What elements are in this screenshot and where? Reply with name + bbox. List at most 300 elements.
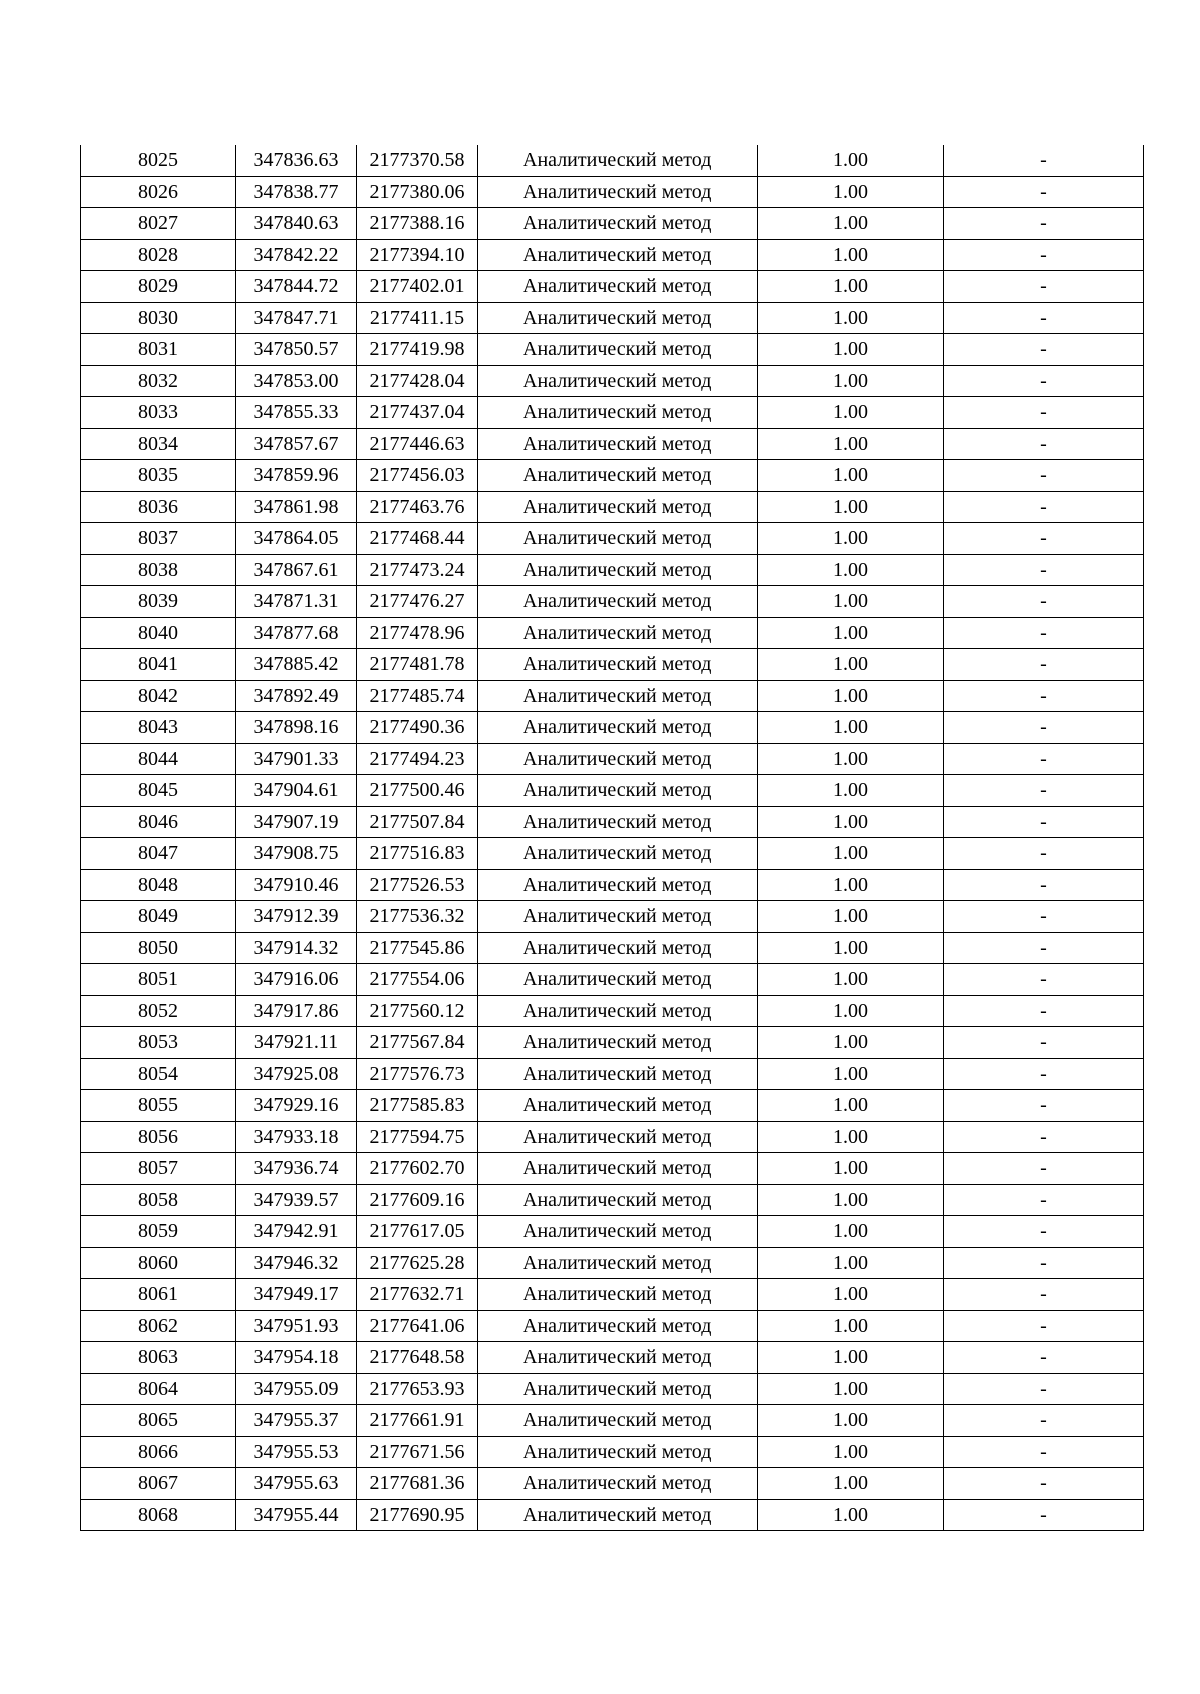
note-cell: - [944,743,1144,775]
note-cell: - [944,1153,1144,1185]
table-row [81,806,1144,838]
table-row [81,649,1144,681]
note-cell: - [944,680,1144,712]
note-cell: - [944,334,1144,366]
table-row [81,1279,1144,1311]
y-coordinate-cell: 2177411.15 [357,302,478,334]
point-number-cell: 8032 [81,365,236,397]
y-coordinate-cell: 2177653.93 [357,1373,478,1405]
x-coordinate-cell: 347954.18 [236,1342,357,1374]
note-cell: - [944,176,1144,208]
y-coordinate-cell: 2177536.32 [357,901,478,933]
x-coordinate-cell: 347942.91 [236,1216,357,1248]
method-cell: Аналитический метод [478,334,758,366]
note-cell: - [944,806,1144,838]
point-number-cell: 8049 [81,901,236,933]
accuracy-cell: 1.00 [758,1279,944,1311]
note-cell: - [944,617,1144,649]
accuracy-cell: 1.00 [758,680,944,712]
y-coordinate-cell: 2177500.46 [357,775,478,807]
table-row [81,617,1144,649]
note-cell: - [944,1247,1144,1279]
y-coordinate-cell: 2177516.83 [357,838,478,870]
x-coordinate-cell: 347949.17 [236,1279,357,1311]
accuracy-cell: 1.00 [758,334,944,366]
note-cell: - [944,775,1144,807]
point-number-cell: 8060 [81,1247,236,1279]
x-coordinate-cell: 347914.32 [236,932,357,964]
accuracy-cell: 1.00 [758,1058,944,1090]
y-coordinate-cell: 2177473.24 [357,554,478,586]
point-number-cell: 8047 [81,838,236,870]
accuracy-cell: 1.00 [758,838,944,870]
method-cell: Аналитический метод [478,271,758,303]
point-number-cell: 8059 [81,1216,236,1248]
note-cell: - [944,239,1144,271]
note-cell: - [944,964,1144,996]
x-coordinate-cell: 347929.16 [236,1090,357,1122]
accuracy-cell: 1.00 [758,491,944,523]
x-coordinate-cell: 347907.19 [236,806,357,838]
table-row [81,743,1144,775]
point-number-cell: 8029 [81,271,236,303]
y-coordinate-cell: 2177526.53 [357,869,478,901]
coordinates-table [80,145,1144,1531]
y-coordinate-cell: 2177602.70 [357,1153,478,1185]
y-coordinate-cell: 2177394.10 [357,239,478,271]
method-cell: Аналитический метод [478,1090,758,1122]
point-number-cell: 8041 [81,649,236,681]
y-coordinate-cell: 2177494.23 [357,743,478,775]
table-row [81,1436,1144,1468]
point-number-cell: 8066 [81,1436,236,1468]
y-coordinate-cell: 2177585.83 [357,1090,478,1122]
x-coordinate-cell: 347955.44 [236,1499,357,1531]
method-cell: Аналитический метод [478,617,758,649]
method-cell: Аналитический метод [478,1184,758,1216]
x-coordinate-cell: 347910.46 [236,869,357,901]
accuracy-cell: 1.00 [758,271,944,303]
point-number-cell: 8068 [81,1499,236,1531]
accuracy-cell: 1.00 [758,743,944,775]
x-coordinate-cell: 347838.77 [236,176,357,208]
method-cell: Аналитический метод [478,1436,758,1468]
accuracy-cell: 1.00 [758,1405,944,1437]
accuracy-cell: 1.00 [758,1090,944,1122]
accuracy-cell: 1.00 [758,145,944,176]
table-row [81,1184,1144,1216]
y-coordinate-cell: 2177446.63 [357,428,478,460]
x-coordinate-cell: 347853.00 [236,365,357,397]
method-cell: Аналитический метод [478,964,758,996]
y-coordinate-cell: 2177478.96 [357,617,478,649]
point-number-cell: 8030 [81,302,236,334]
x-coordinate-cell: 347867.61 [236,554,357,586]
note-cell: - [944,1468,1144,1500]
point-number-cell: 8027 [81,208,236,240]
method-cell: Аналитический метод [478,365,758,397]
method-cell: Аналитический метод [478,932,758,964]
note-cell: - [944,649,1144,681]
y-coordinate-cell: 2177690.95 [357,1499,478,1531]
table-row [81,838,1144,870]
y-coordinate-cell: 2177681.36 [357,1468,478,1500]
table-row [81,1310,1144,1342]
table-row [81,995,1144,1027]
method-cell: Аналитический метод [478,1058,758,1090]
x-coordinate-cell: 347955.09 [236,1373,357,1405]
x-coordinate-cell: 347892.49 [236,680,357,712]
accuracy-cell: 1.00 [758,523,944,555]
method-cell: Аналитический метод [478,1279,758,1311]
table-row [81,1499,1144,1531]
method-cell: Аналитический метод [478,523,758,555]
table-row [81,964,1144,996]
accuracy-cell: 1.00 [758,554,944,586]
note-cell: - [944,932,1144,964]
table-row [81,869,1144,901]
accuracy-cell: 1.00 [758,1121,944,1153]
accuracy-cell: 1.00 [758,586,944,618]
table-row [81,1342,1144,1374]
accuracy-cell: 1.00 [758,964,944,996]
note-cell: - [944,586,1144,618]
point-number-cell: 8025 [81,145,236,176]
x-coordinate-cell: 347955.63 [236,1468,357,1500]
method-cell: Аналитический метод [478,428,758,460]
accuracy-cell: 1.00 [758,1310,944,1342]
method-cell: Аналитический метод [478,838,758,870]
point-number-cell: 8052 [81,995,236,1027]
x-coordinate-cell: 347855.33 [236,397,357,429]
point-number-cell: 8035 [81,460,236,492]
note-cell: - [944,1027,1144,1059]
table-row [81,271,1144,303]
point-number-cell: 8050 [81,932,236,964]
x-coordinate-cell: 347847.71 [236,302,357,334]
table-row [81,1373,1144,1405]
note-cell: - [944,208,1144,240]
x-coordinate-cell: 347901.33 [236,743,357,775]
method-cell: Аналитический метод [478,901,758,933]
y-coordinate-cell: 2177490.36 [357,712,478,744]
y-coordinate-cell: 2177463.76 [357,491,478,523]
point-number-cell: 8044 [81,743,236,775]
table-row [81,365,1144,397]
note-cell: - [944,145,1144,176]
method-cell: Аналитический метод [478,397,758,429]
accuracy-cell: 1.00 [758,901,944,933]
y-coordinate-cell: 2177402.01 [357,271,478,303]
x-coordinate-cell: 347885.42 [236,649,357,681]
coordinates-table-body [81,145,1144,1531]
table-row [81,932,1144,964]
point-number-cell: 8062 [81,1310,236,1342]
x-coordinate-cell: 347898.16 [236,712,357,744]
table-row [81,491,1144,523]
accuracy-cell: 1.00 [758,1342,944,1374]
accuracy-cell: 1.00 [758,806,944,838]
point-number-cell: 8033 [81,397,236,429]
method-cell: Аналитический метод [478,460,758,492]
accuracy-cell: 1.00 [758,1436,944,1468]
method-cell: Аналитический метод [478,554,758,586]
y-coordinate-cell: 2177481.78 [357,649,478,681]
x-coordinate-cell: 347946.32 [236,1247,357,1279]
accuracy-cell: 1.00 [758,995,944,1027]
accuracy-cell: 1.00 [758,617,944,649]
table-row [81,901,1144,933]
y-coordinate-cell: 2177617.05 [357,1216,478,1248]
x-coordinate-cell: 347850.57 [236,334,357,366]
accuracy-cell: 1.00 [758,1247,944,1279]
accuracy-cell: 1.00 [758,428,944,460]
point-number-cell: 8067 [81,1468,236,1500]
accuracy-cell: 1.00 [758,932,944,964]
accuracy-cell: 1.00 [758,649,944,681]
note-cell: - [944,1279,1144,1311]
method-cell: Аналитический метод [478,1405,758,1437]
point-number-cell: 8036 [81,491,236,523]
note-cell: - [944,1216,1144,1248]
x-coordinate-cell: 347857.67 [236,428,357,460]
x-coordinate-cell: 347861.98 [236,491,357,523]
method-cell: Аналитический метод [478,712,758,744]
accuracy-cell: 1.00 [758,869,944,901]
y-coordinate-cell: 2177671.56 [357,1436,478,1468]
note-cell: - [944,491,1144,523]
x-coordinate-cell: 347864.05 [236,523,357,555]
x-coordinate-cell: 347877.68 [236,617,357,649]
y-coordinate-cell: 2177456.03 [357,460,478,492]
method-cell: Аналитический метод [478,1310,758,1342]
method-cell: Аналитический метод [478,1342,758,1374]
table-row [81,1247,1144,1279]
note-cell: - [944,302,1144,334]
note-cell: - [944,1499,1144,1531]
table-row [81,1216,1144,1248]
y-coordinate-cell: 2177380.06 [357,176,478,208]
x-coordinate-cell: 347925.08 [236,1058,357,1090]
point-number-cell: 8038 [81,554,236,586]
note-cell: - [944,1121,1144,1153]
table-row [81,1058,1144,1090]
method-cell: Аналитический метод [478,1153,758,1185]
point-number-cell: 8057 [81,1153,236,1185]
point-number-cell: 8053 [81,1027,236,1059]
method-cell: Аналитический метод [478,239,758,271]
note-cell: - [944,901,1144,933]
method-cell: Аналитический метод [478,145,758,176]
point-number-cell: 8056 [81,1121,236,1153]
note-cell: - [944,1184,1144,1216]
y-coordinate-cell: 2177428.04 [357,365,478,397]
table-row [81,712,1144,744]
point-number-cell: 8034 [81,428,236,460]
x-coordinate-cell: 347936.74 [236,1153,357,1185]
x-coordinate-cell: 347933.18 [236,1121,357,1153]
table-row [81,586,1144,618]
method-cell: Аналитический метод [478,1216,758,1248]
note-cell: - [944,397,1144,429]
accuracy-cell: 1.00 [758,1184,944,1216]
table-row [81,334,1144,366]
y-coordinate-cell: 2177594.75 [357,1121,478,1153]
point-number-cell: 8048 [81,869,236,901]
note-cell: - [944,1405,1144,1437]
point-number-cell: 8065 [81,1405,236,1437]
point-number-cell: 8058 [81,1184,236,1216]
point-number-cell: 8026 [81,176,236,208]
y-coordinate-cell: 2177476.27 [357,586,478,618]
table-row [81,1405,1144,1437]
method-cell: Аналитический метод [478,208,758,240]
accuracy-cell: 1.00 [758,1153,944,1185]
y-coordinate-cell: 2177560.12 [357,995,478,1027]
y-coordinate-cell: 2177648.58 [357,1342,478,1374]
x-coordinate-cell: 347908.75 [236,838,357,870]
point-number-cell: 8042 [81,680,236,712]
point-number-cell: 8051 [81,964,236,996]
note-cell: - [944,1090,1144,1122]
method-cell: Аналитический метод [478,680,758,712]
table-row [81,460,1144,492]
table-row [81,397,1144,429]
point-number-cell: 8043 [81,712,236,744]
table-row [81,554,1144,586]
y-coordinate-cell: 2177507.84 [357,806,478,838]
accuracy-cell: 1.00 [758,1373,944,1405]
y-coordinate-cell: 2177554.06 [357,964,478,996]
method-cell: Аналитический метод [478,176,758,208]
x-coordinate-cell: 347840.63 [236,208,357,240]
note-cell: - [944,869,1144,901]
table-row [81,428,1144,460]
accuracy-cell: 1.00 [758,1468,944,1500]
accuracy-cell: 1.00 [758,712,944,744]
table-row [81,1090,1144,1122]
method-cell: Аналитический метод [478,491,758,523]
x-coordinate-cell: 347921.11 [236,1027,357,1059]
table-row [81,1468,1144,1500]
note-cell: - [944,1310,1144,1342]
table-row [81,775,1144,807]
note-cell: - [944,995,1144,1027]
point-number-cell: 8063 [81,1342,236,1374]
note-cell: - [944,523,1144,555]
note-cell: - [944,1373,1144,1405]
note-cell: - [944,1058,1144,1090]
table-row [81,208,1144,240]
accuracy-cell: 1.00 [758,1027,944,1059]
y-coordinate-cell: 2177370.58 [357,145,478,176]
method-cell: Аналитический метод [478,869,758,901]
table-row [81,1027,1144,1059]
accuracy-cell: 1.00 [758,397,944,429]
table-row [81,1121,1144,1153]
table-row [81,1153,1144,1185]
method-cell: Аналитический метод [478,1499,758,1531]
x-coordinate-cell: 347955.53 [236,1436,357,1468]
note-cell: - [944,554,1144,586]
x-coordinate-cell: 347836.63 [236,145,357,176]
accuracy-cell: 1.00 [758,208,944,240]
accuracy-cell: 1.00 [758,365,944,397]
y-coordinate-cell: 2177437.04 [357,397,478,429]
table-row [81,176,1144,208]
point-number-cell: 8046 [81,806,236,838]
accuracy-cell: 1.00 [758,302,944,334]
x-coordinate-cell: 347842.22 [236,239,357,271]
x-coordinate-cell: 347951.93 [236,1310,357,1342]
method-cell: Аналитический метод [478,649,758,681]
table-row [81,680,1144,712]
note-cell: - [944,1436,1144,1468]
note-cell: - [944,712,1144,744]
y-coordinate-cell: 2177661.91 [357,1405,478,1437]
x-coordinate-cell: 347844.72 [236,271,357,303]
x-coordinate-cell: 347939.57 [236,1184,357,1216]
method-cell: Аналитический метод [478,775,758,807]
method-cell: Аналитический метод [478,806,758,838]
note-cell: - [944,1342,1144,1374]
x-coordinate-cell: 347912.39 [236,901,357,933]
method-cell: Аналитический метод [478,743,758,775]
point-number-cell: 8031 [81,334,236,366]
x-coordinate-cell: 347916.06 [236,964,357,996]
point-number-cell: 8045 [81,775,236,807]
point-number-cell: 8054 [81,1058,236,1090]
y-coordinate-cell: 2177625.28 [357,1247,478,1279]
y-coordinate-cell: 2177485.74 [357,680,478,712]
table-row [81,145,1144,176]
point-number-cell: 8061 [81,1279,236,1311]
point-number-cell: 8040 [81,617,236,649]
y-coordinate-cell: 2177468.44 [357,523,478,555]
y-coordinate-cell: 2177576.73 [357,1058,478,1090]
table-row [81,523,1144,555]
point-number-cell: 8037 [81,523,236,555]
method-cell: Аналитический метод [478,302,758,334]
accuracy-cell: 1.00 [758,1216,944,1248]
y-coordinate-cell: 2177632.71 [357,1279,478,1311]
point-number-cell: 8064 [81,1373,236,1405]
x-coordinate-cell: 347904.61 [236,775,357,807]
method-cell: Аналитический метод [478,1247,758,1279]
accuracy-cell: 1.00 [758,1499,944,1531]
method-cell: Аналитический метод [478,995,758,1027]
note-cell: - [944,271,1144,303]
y-coordinate-cell: 2177545.86 [357,932,478,964]
method-cell: Аналитический метод [478,1373,758,1405]
y-coordinate-cell: 2177388.16 [357,208,478,240]
method-cell: Аналитический метод [478,1027,758,1059]
x-coordinate-cell: 347859.96 [236,460,357,492]
note-cell: - [944,460,1144,492]
table-row [81,302,1144,334]
accuracy-cell: 1.00 [758,176,944,208]
note-cell: - [944,365,1144,397]
x-coordinate-cell: 347871.31 [236,586,357,618]
method-cell: Аналитический метод [478,1468,758,1500]
method-cell: Аналитический метод [478,586,758,618]
y-coordinate-cell: 2177641.06 [357,1310,478,1342]
accuracy-cell: 1.00 [758,239,944,271]
x-coordinate-cell: 347955.37 [236,1405,357,1437]
note-cell: - [944,838,1144,870]
note-cell: - [944,428,1144,460]
y-coordinate-cell: 2177419.98 [357,334,478,366]
